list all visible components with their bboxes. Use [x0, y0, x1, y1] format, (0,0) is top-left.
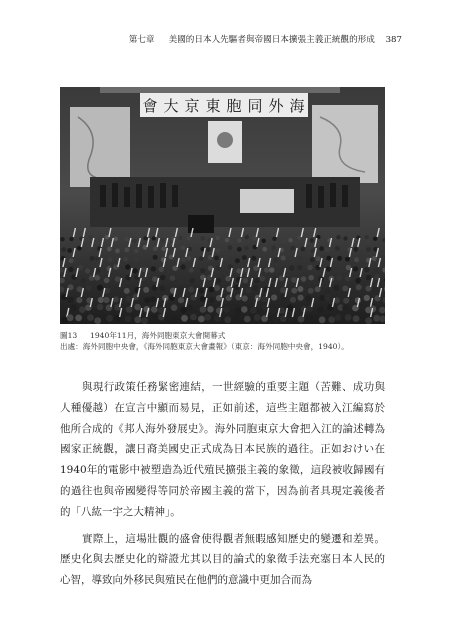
source-text: 海外同胞中央會，《海外同胞東京大會畫報》（東京：海外同胞中央會，1940）。: [82, 342, 349, 351]
figure-caption: [60, 330, 395, 352]
banner-character: 京: [184, 97, 200, 115]
banner-character: 東: [205, 97, 221, 115]
banner-character: 胞: [226, 97, 242, 115]
chapter-title: 美國的日本人先驅者與帝國日本擴張主義正統觀的形成: [168, 35, 375, 45]
running-header: [102, 34, 402, 46]
source-label: 出處：: [60, 342, 83, 351]
page-number: 387: [385, 35, 402, 45]
figure-title: 1940年11月，海外同胞東京大會開幕式: [90, 331, 226, 340]
historical-photo: [60, 87, 385, 324]
banner-character: 同: [247, 97, 263, 115]
wall-map-left: [70, 107, 130, 187]
banner-character: 大: [163, 97, 179, 115]
paragraph: 實際上，這場壯觀的盛會使得觀者無暇感知歷史的變遷和差異。歷史化與去歷史化的辯證尤其以目的論式的象徵手法充塞日本人民的心智，導致向外移民與殖民在他們的意識中更加合而為: [60, 532, 385, 587]
paragraph: 與現行政策任務緊密連結，一世經驗的重要主題（苦難、成功與人種優越）在宣言中顯而易見，正如前述，這些主題都被入江編寫於他所合成的《邦人海外發展史》。海外同胞東京大會把入江的論述轉為國家正統觀，讓日裔美國史正式成為日本民族的過往。正如おけい在1940年的電影中被塑造為近代殖民擴張主義的象徵，這段被收歸國有的過往也與帝國變得等同於帝國主義的當下，因為前者具現定義後者的「八紘一宇之大精神」。: [60, 381, 385, 518]
body-text: [60, 377, 385, 597]
banner-character: 外: [268, 97, 284, 115]
podium: [240, 189, 294, 213]
photo-illustration: [60, 87, 385, 324]
wall-map-right: [312, 105, 378, 183]
figure-label: 圖13: [60, 331, 78, 340]
chapter-label: 第七章: [128, 35, 155, 45]
banner-character: 會: [142, 97, 158, 115]
banner-character: 海: [289, 97, 305, 115]
